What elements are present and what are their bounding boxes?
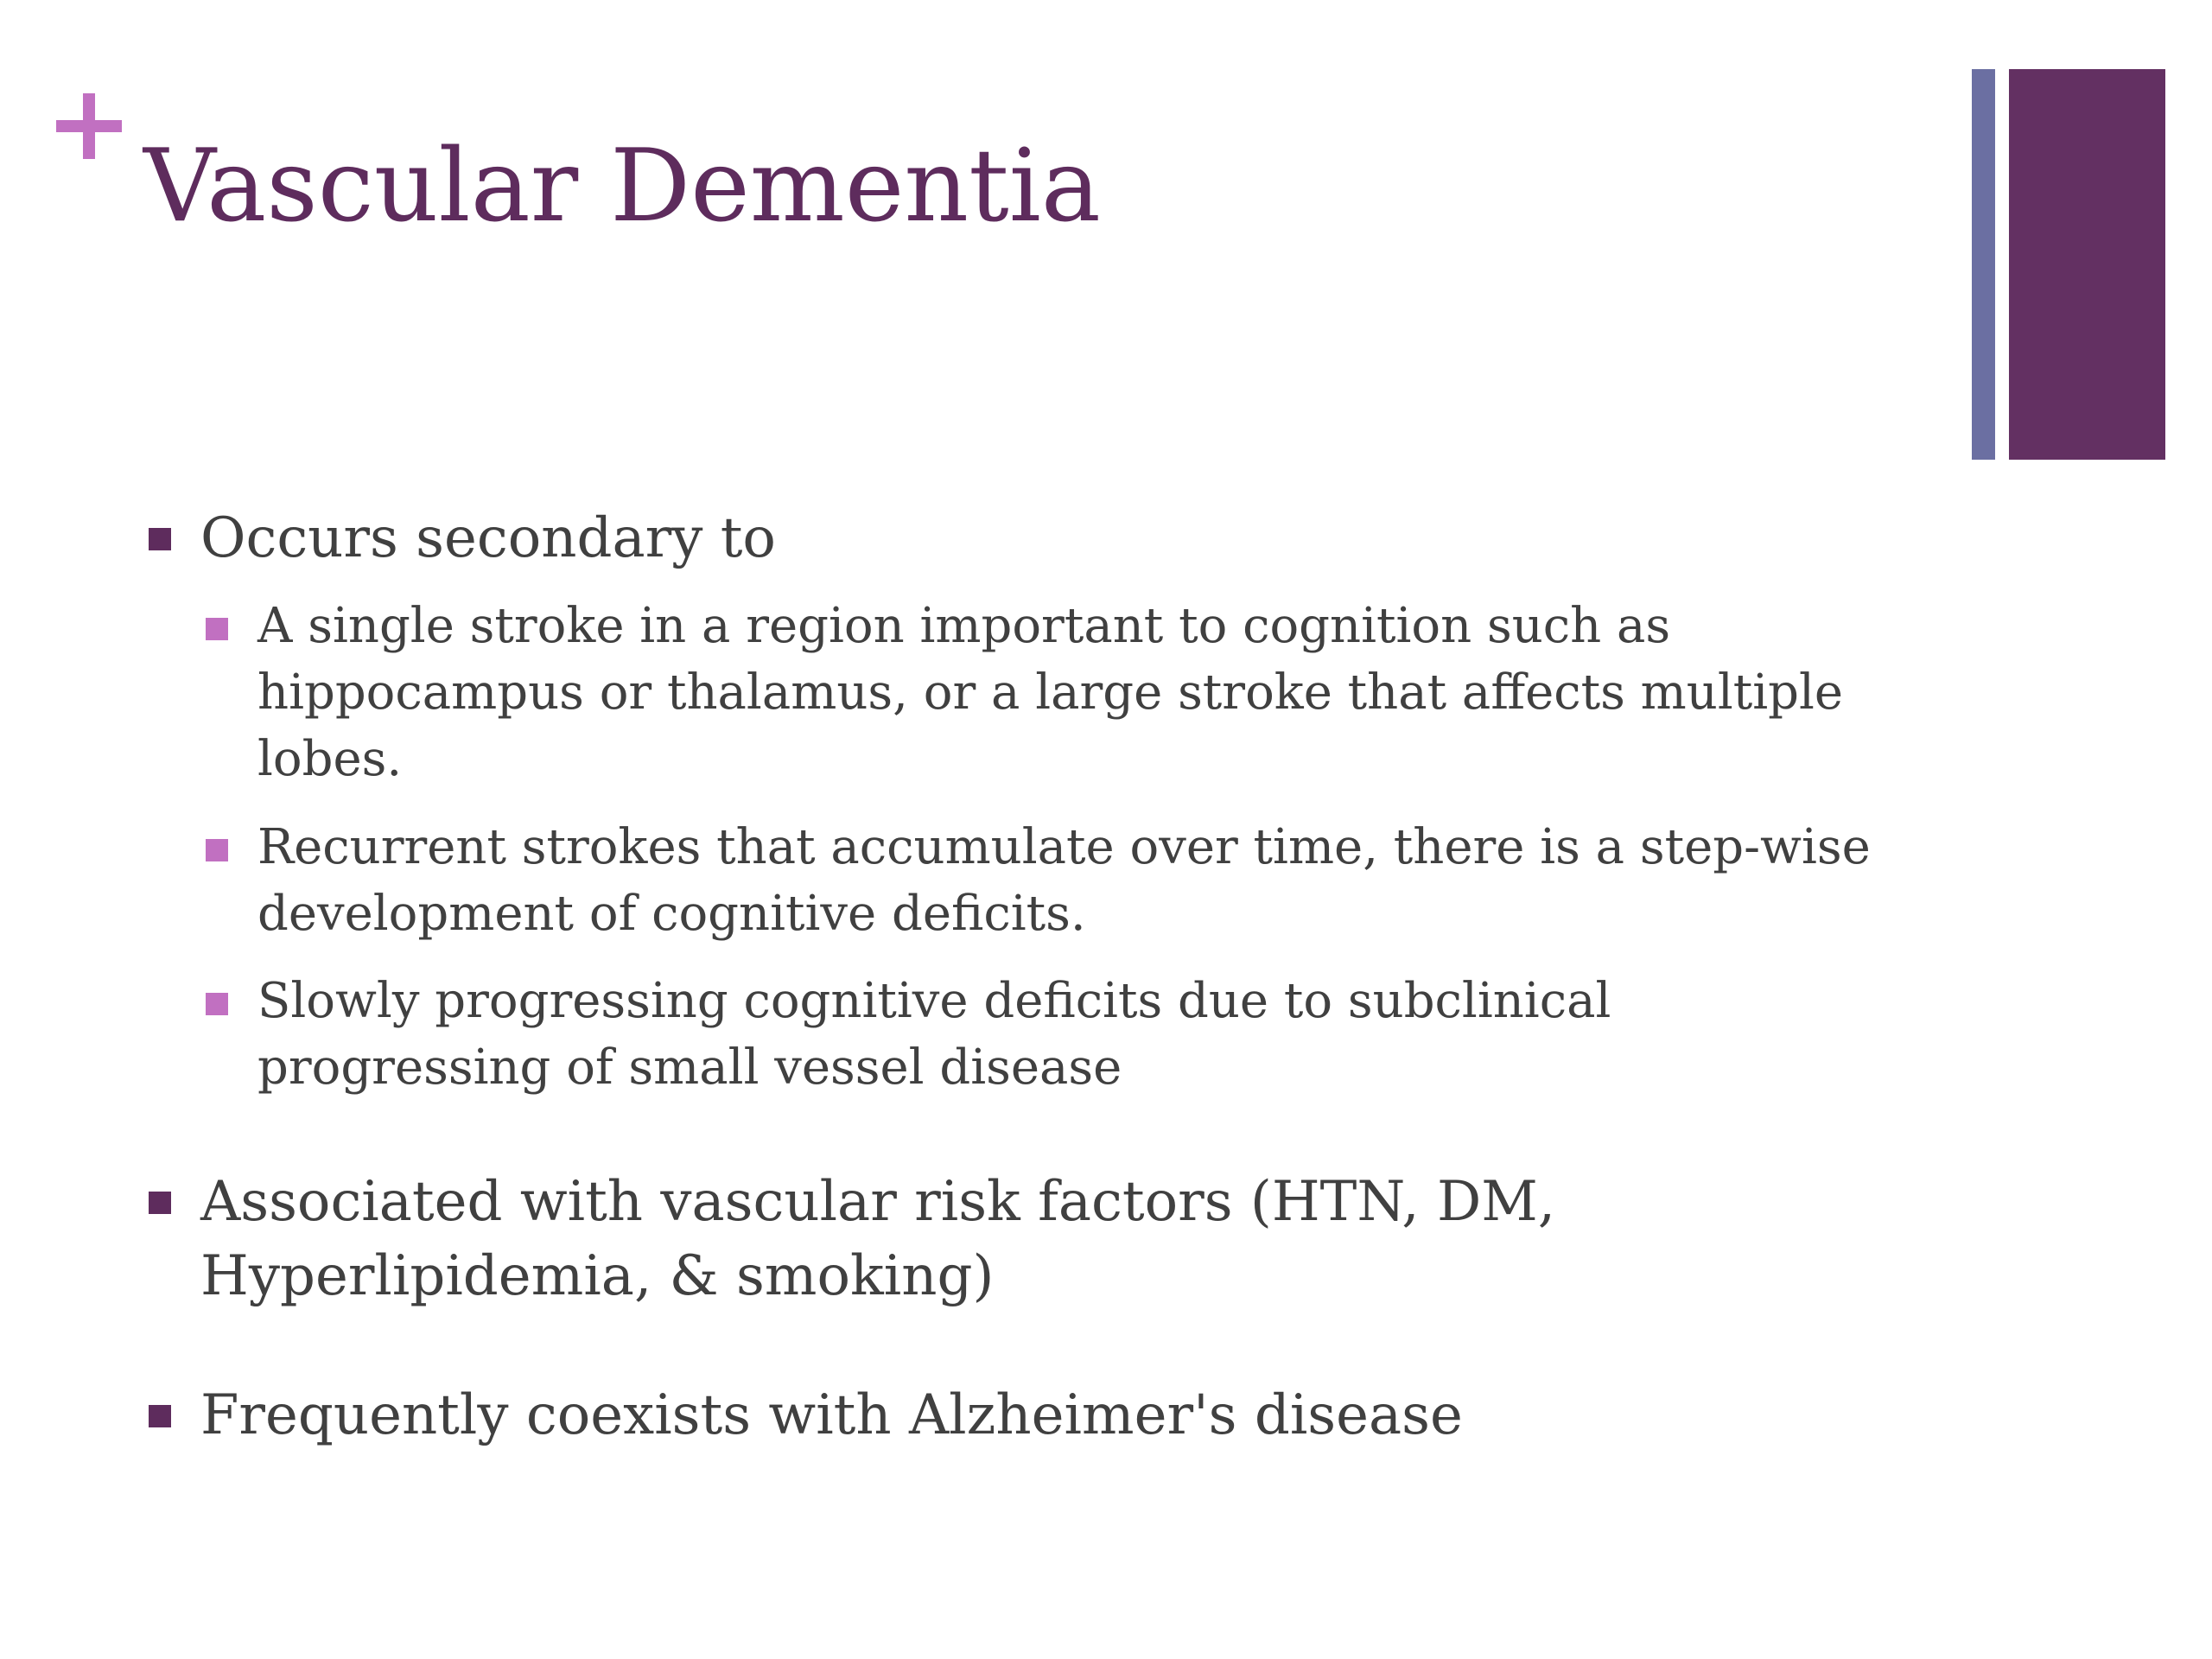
- bullet-line: Occurs secondary to: [200, 506, 776, 570]
- sub-bullet-square-icon: [206, 993, 228, 1015]
- bullet-line: Hyperlipidemia, & smoking): [200, 1244, 995, 1308]
- plus-icon-vertical: [83, 93, 95, 159]
- bullet-line: Frequently coexists with Alzheimer's disease: [200, 1383, 1463, 1447]
- bullet-square-icon: [149, 1405, 171, 1427]
- sub-bullet-line: hippocampus or thalamus, or a large stroke that affects multiple: [257, 664, 1844, 721]
- sub-bullet-square-icon: [206, 839, 228, 861]
- bullet-square-icon: [149, 528, 171, 550]
- sub-bullet-line: Recurrent strokes that accumulate over time, there is a step-wise: [257, 819, 1871, 875]
- sub-bullet-line: Slowly progressing cognitive deficits due to subclinical: [257, 973, 1611, 1029]
- sub-bullet-text-recurrent-strokes: [257, 814, 1871, 947]
- decorative-bar-thin: [1972, 69, 1995, 460]
- bullet-square-icon: [149, 1192, 171, 1214]
- slide-title: Vascular Dementia: [143, 128, 1101, 245]
- bullet-text-frequently: [200, 1378, 1463, 1452]
- sub-bullet-line: development of cognitive deficits.: [257, 886, 1086, 942]
- bullet-text-associated: [200, 1165, 1555, 1313]
- bullet-line: Associated with vascular risk factors (HTN, DM,: [200, 1170, 1556, 1234]
- decorative-bar-thick: [2009, 69, 2165, 460]
- sub-bullet-square-icon: [206, 618, 228, 640]
- sub-bullet-line: lobes.: [257, 731, 403, 787]
- plus-icon: [56, 93, 122, 159]
- bullet-text-occurs: [200, 501, 776, 575]
- sub-bullet-text-slowly-progressing: [257, 968, 1611, 1101]
- sub-bullet-line: A single stroke in a region important to cognition such as: [257, 598, 1671, 654]
- sub-bullet-line: progressing of small vessel disease: [257, 1039, 1122, 1096]
- sub-bullet-text-single-stroke: [257, 593, 1843, 792]
